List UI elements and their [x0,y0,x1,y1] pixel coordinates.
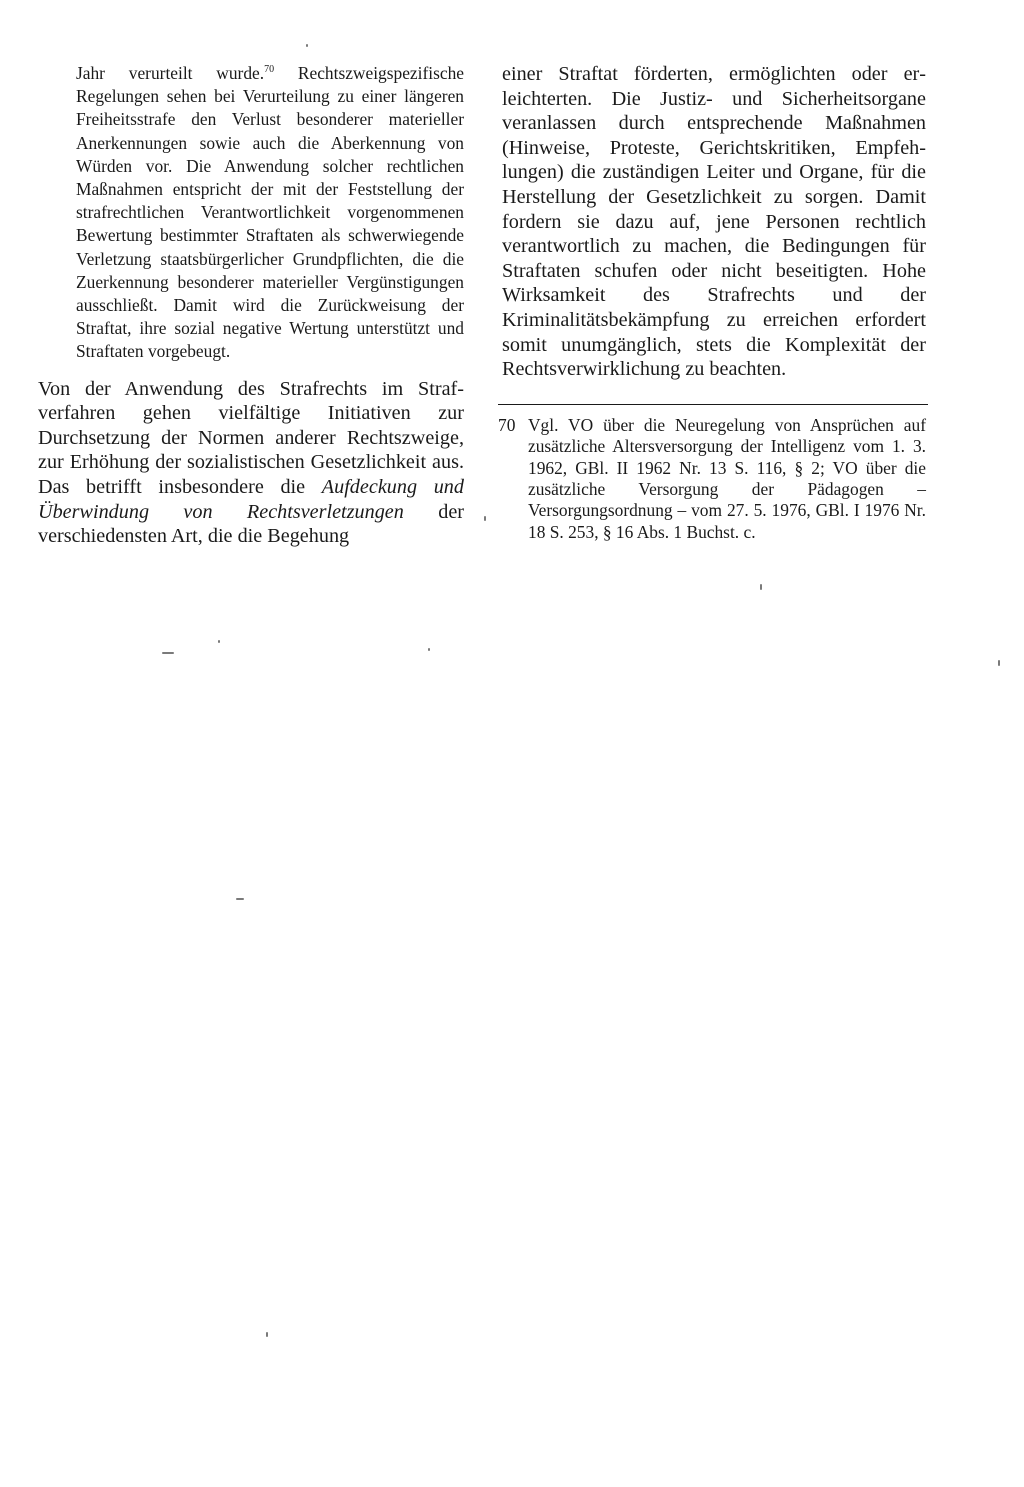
scan-speck [162,652,174,654]
main-paragraph-right: einer Straftat förderten, ermöglichten oder erleichterten. Die Justiz- und Sicherheitsorgane veranlassen durch entsprechende Maßnahmen (Hinweise, Proteste, Gerichtskritiken, Empfehlungen) die zuständigen Leiter und Organe, für die Herstellung der Gesetzlichkeit zu sorgen. Damit fordern sie dazu auf, jene Personen rechtlich verantwortlich zu machen, die Bedingungen für Straftaten schufen oder nicht beseitigten. Hohe Wirksamkeit des Strafrechts und der Kriminalitätsbekämpfung zu erreichen erfordert somit unumgänglich, stets die Komplexität der Rechtsverwirklichung zu beachten. [502,63,926,381]
footnote-text: Vgl. VO über die Neuregelung von Ansprüchen auf zusätzliche Altersversorgung der Intelligenz vom 1. 3. 1962, GBl. II 1962 Nr. 13 S. 116, § 2; VO über die zusätzliche Versorgung der Pädagogen – Versorgungsordnung – vom 27. 5. 1976, GBl. I 1976 Nr. 18 S. 253, § 16 Abs. 1 Buchst. c. [528,414,926,542]
scan-speck [998,660,1000,666]
main-paragraph-left [38,377,464,549]
scan-speck [484,516,486,521]
scan-speck [760,584,762,590]
scan-speck [306,44,308,47]
scan-speck [266,1332,268,1337]
indented-paragraph-text-start: Jahr verurteilt wurde. [76,63,265,83]
main-paragraph-left-text-end: der verschiedensten Art, die die Begehung [38,500,464,548]
indented-paragraph [76,62,464,364]
scan-speck [218,640,220,643]
footnote [498,415,926,543]
footnote-reference: 70 [264,64,275,75]
main-paragraph-left-text-start: Von der Anwendung des Strafrechts im Strafverfahren gehen vielfältige Initiativen zur Durchsetzung der Normen anderer Rechtszweige, zur Erhöhung der sozialistischen Gesetzlichkeit aus. Das betrifft insbesondere die [38,377,464,499]
footnote-divider [498,404,928,405]
footnote-number: 70 [498,414,516,435]
emphasized-phrase: Aufdeckung und Überwindung von Rechtsverletzungen [38,476,464,523]
scan-speck [428,648,430,651]
scan-speck [236,898,244,900]
indented-paragraph-text-rest: Rechtszweigspezifische Regelungen sehen bei Verurteilung zu einer längeren Freiheitsstrafe den Verlust besonderer materieller Anerkennungen sowie auch die Aberkennung von Würden vor. Die Anwendung solcher rechtlichen Maßnahmen entspricht der mit der Feststellung der strafrechtlichen Verantwortlichkeit vorgenommenen Bewertung bestimmter Straftaten als schwerwiegende Verletzung staatsbürgerlicher Grundpflichten, die die Zuerkennung besonderer materieller Vergünstigungen ausschließt. Damit wird die Zurückweisung der Straftat, ihre sozial negative Wertung unterstützt und Straftaten vorgebeugt. [76,63,464,362]
left-column [38,62,464,549]
right-column [498,62,926,543]
